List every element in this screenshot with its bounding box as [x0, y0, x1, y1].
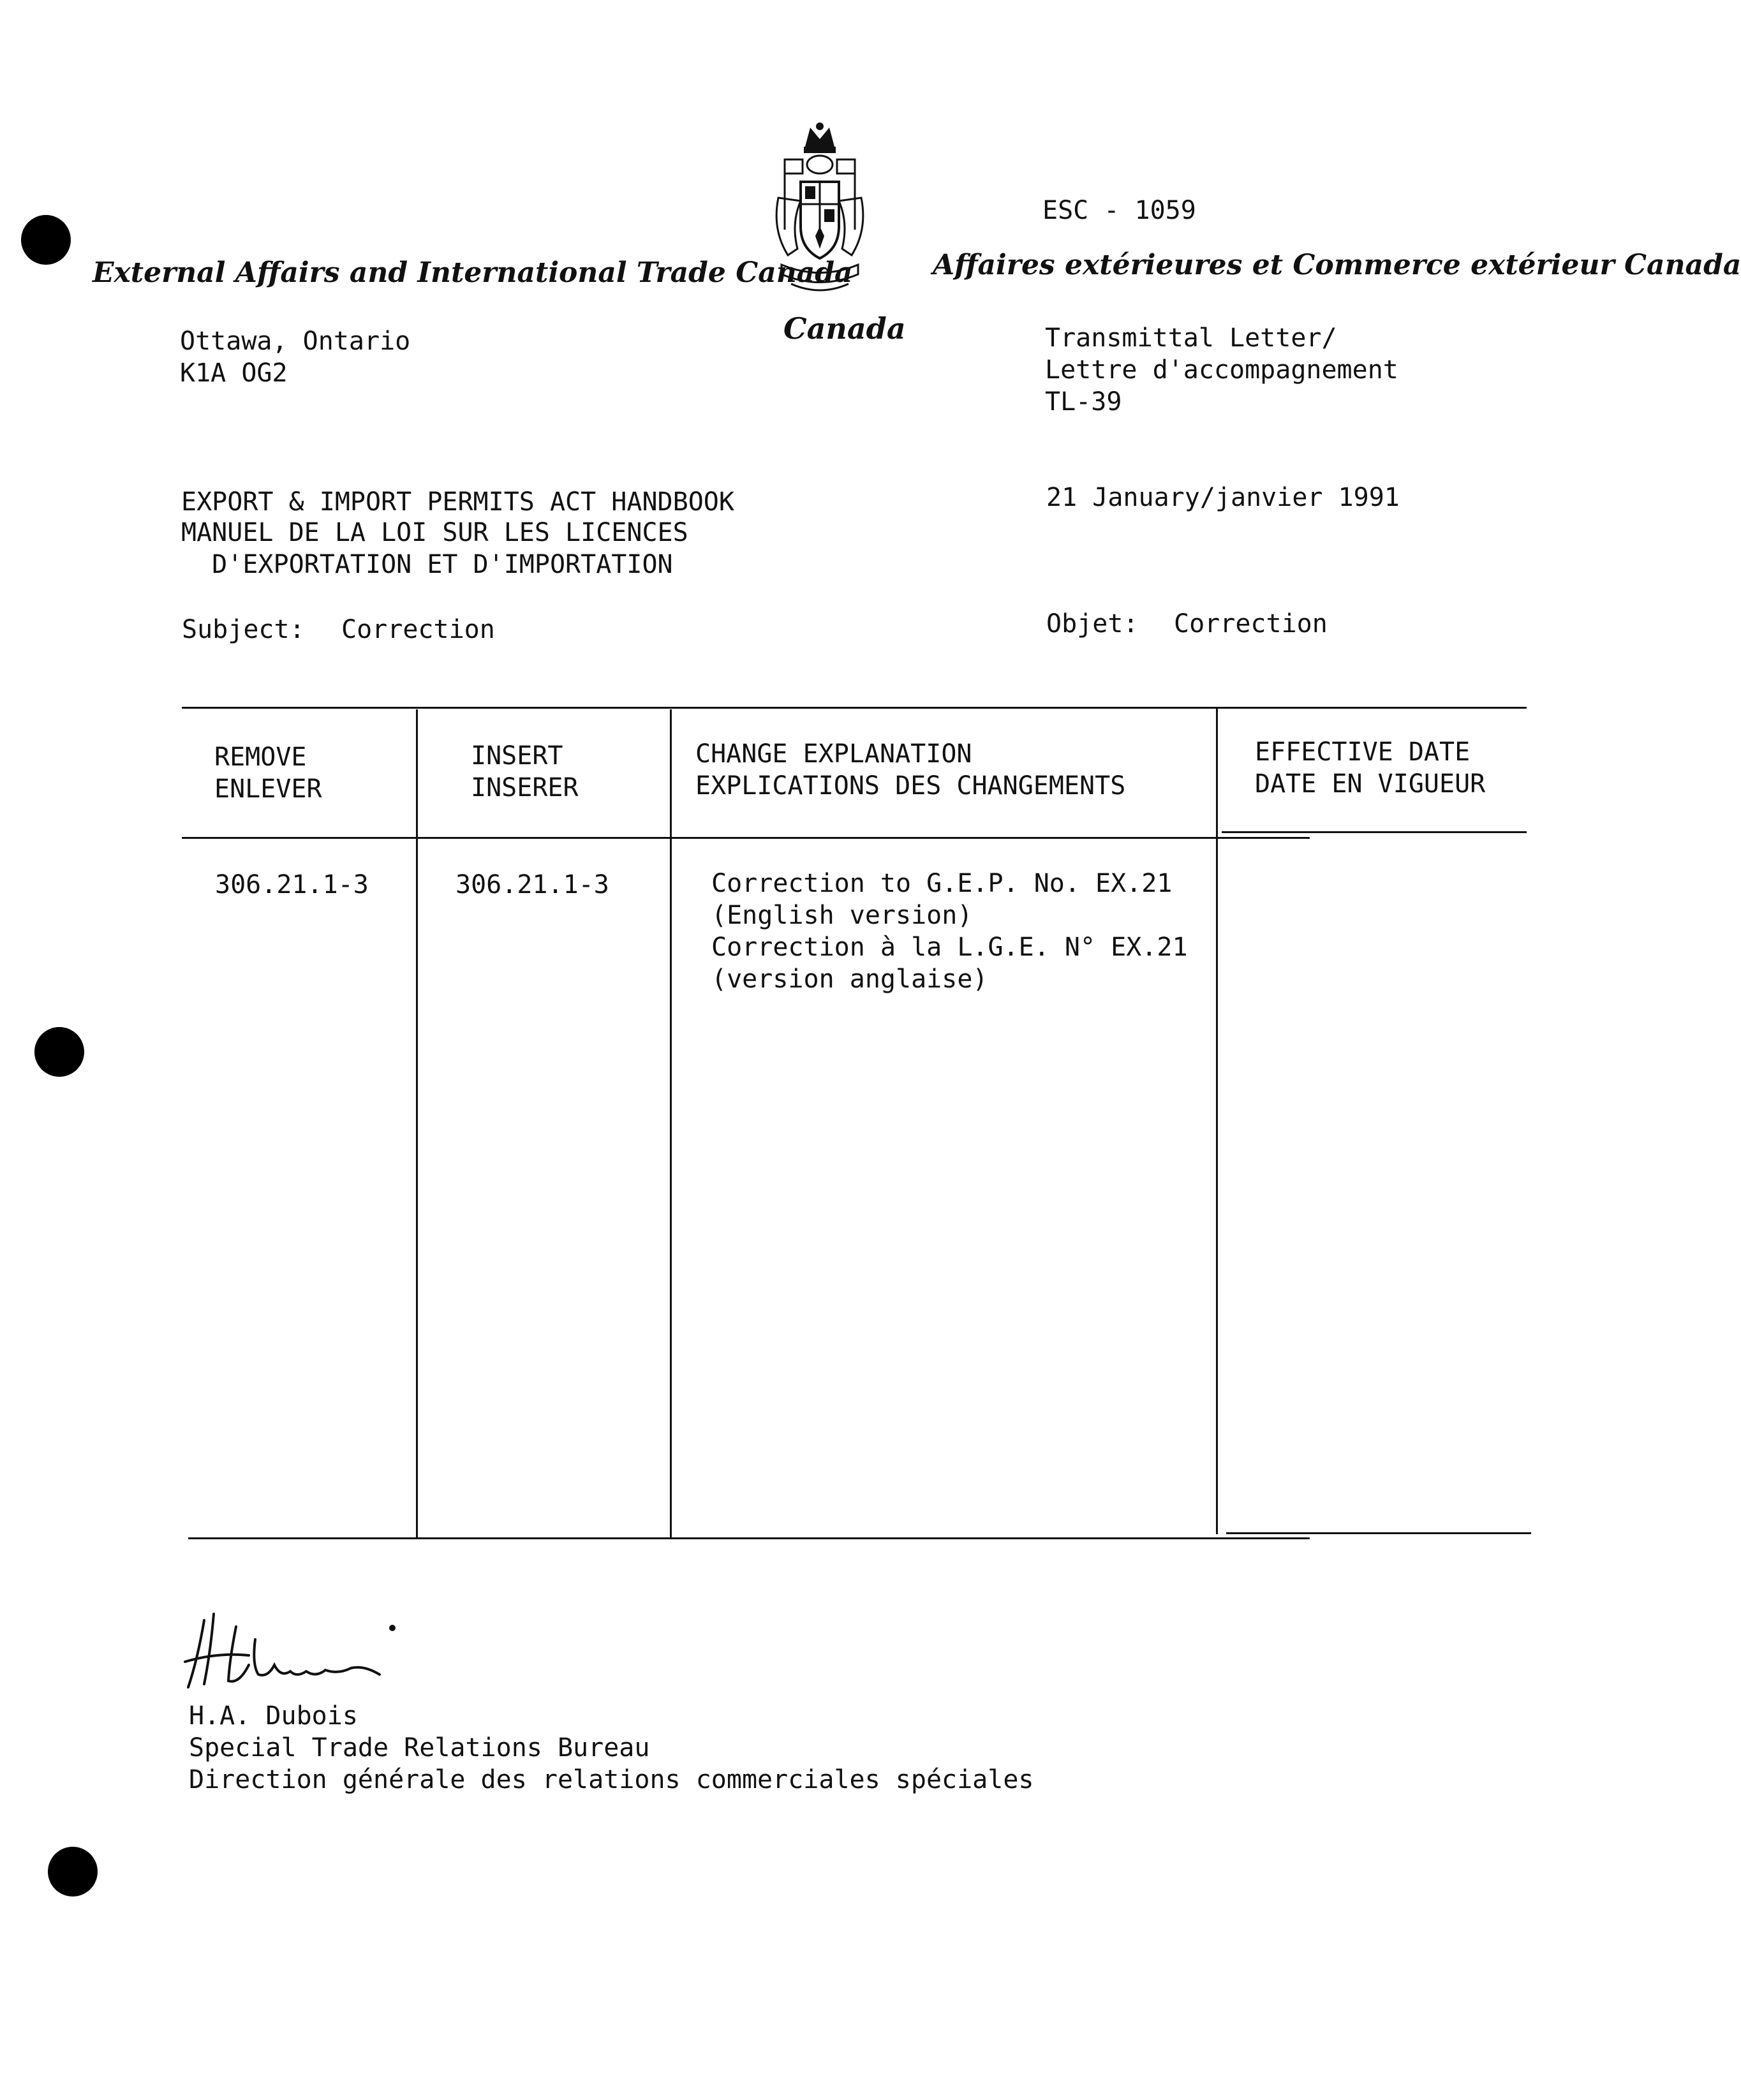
table-header-rule-left [182, 837, 1310, 839]
row-explanation-line-2: (English version) [711, 901, 973, 930]
row-explanation-line-1: Correction to G.E.P. No. EX.21 [711, 869, 1173, 898]
column-divider-3 [1216, 708, 1218, 1534]
handbook-title-french-2: D'EXPORTATION ET D'IMPORTATION [181, 550, 673, 579]
letter-number: TL-39 [1045, 387, 1122, 417]
row-explanation-line-4: (version anglaise) [711, 965, 988, 994]
letter-type-french: Lettre d'accompagnement [1045, 355, 1398, 385]
header-insert-fr: INSERER [471, 773, 579, 802]
table-bottom-rule-left [188, 1537, 1310, 1539]
header-remove-fr: ENLEVER [214, 774, 322, 804]
letter-date: 21 January/janvier 1991 [1046, 483, 1400, 512]
table-bottom-rule-right [1226, 1532, 1531, 1534]
table-top-rule [182, 707, 1527, 709]
row-insert-value: 306.21.1-3 [456, 870, 609, 899]
subject-label: Subject: [182, 615, 305, 644]
letter-type-english: Transmittal Letter/ [1045, 323, 1337, 353]
header-effective-en: EFFECTIVE DATE [1255, 737, 1471, 767]
punch-hole-top [21, 215, 71, 265]
handbook-title-french-1: MANUEL DE LA LOI SUR LES LICENCES [181, 518, 688, 547]
header-insert-en: INSERT [471, 741, 563, 771]
header-remove-en: REMOVE [214, 743, 307, 772]
signatory-name: H.A. Dubois [189, 1701, 358, 1731]
objet-value: Correction [1174, 609, 1328, 639]
header-effective-fr: DATE EN VIGUEUR [1255, 769, 1486, 799]
header-explanation-en: CHANGE EXPLANATION [695, 739, 972, 769]
column-divider-1 [416, 709, 418, 1539]
subject-value: Correction [341, 615, 495, 644]
address-city: Ottawa, Ontario [180, 327, 411, 356]
punch-hole-bottom [48, 1847, 98, 1897]
header-explanation-fr: EXPLICATIONS DES CHANGEMENTS [695, 771, 1126, 801]
signatory-bureau-french: Direction générale des relations commerciales spéciales [189, 1765, 1034, 1794]
table-header-rule-right [1222, 831, 1527, 833]
signatory-bureau-english: Special Trade Relations Bureau [189, 1733, 650, 1763]
department-name-english: External Affairs and International Trade Canada [93, 256, 853, 289]
handwritten-signature [179, 1601, 434, 1697]
canada-wordmark: Canada [783, 311, 906, 346]
punch-hole-middle [34, 1027, 84, 1077]
column-divider-2 [670, 709, 672, 1539]
coat-of-arms-icon [766, 121, 874, 306]
reference-number: ESC - 1059 [1042, 196, 1196, 225]
row-remove-value: 306.21.1-3 [215, 870, 369, 899]
handbook-title-english: EXPORT & IMPORT PERMITS ACT HANDBOOK [181, 487, 734, 517]
department-name-french: Affaires extérieures et Commerce extérieur Canada [933, 249, 1741, 281]
row-explanation-line-3: Correction à la L.G.E. N° EX.21 [711, 933, 1188, 962]
objet-label: Objet: [1046, 609, 1139, 639]
address-postal-code: K1A OG2 [180, 359, 288, 388]
